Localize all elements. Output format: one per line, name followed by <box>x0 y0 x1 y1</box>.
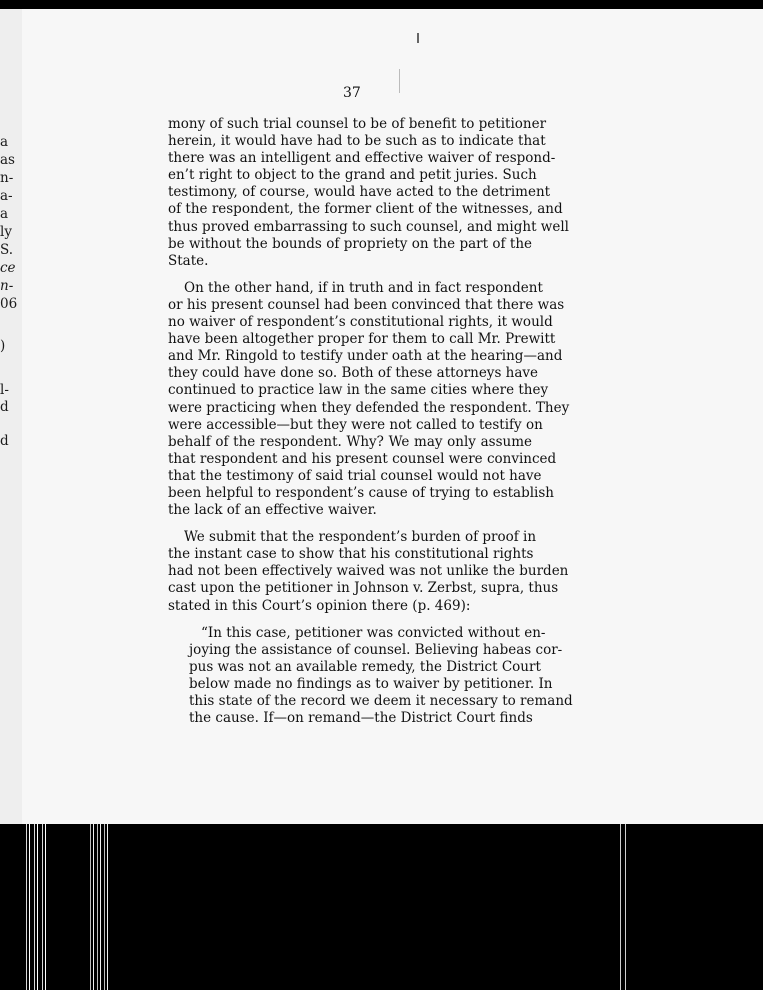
page-number: 37 <box>343 85 361 101</box>
text-line: have been altogether proper for them to call Mr. Prewitt <box>168 331 556 348</box>
text-line: State. <box>168 252 209 269</box>
text-line: that respondent and his present counsel were convinced <box>168 450 557 467</box>
text-line: continued to practice law in the same cities where they <box>168 382 549 399</box>
text-line: behalf of the respondent. Why? We may only assume <box>168 433 532 450</box>
facing-page-fragment: a <box>0 134 9 150</box>
text-line: thus proved embarrassing to such counsel, and might well <box>168 218 569 235</box>
text-line: testimony, of course, would have acted to the detriment <box>168 184 551 201</box>
facing-page-fragment: n- <box>0 278 14 294</box>
text-line: the instant case to show that his constitutional rights <box>168 546 534 563</box>
text-line: and Mr. Ringold to testify under oath at the hearing—and <box>168 348 563 365</box>
facing-page-fragment: as <box>0 152 15 168</box>
facing-page-fragment: a <box>0 206 9 222</box>
text-line: be without the bounds of propriety on the part of the <box>168 235 532 252</box>
paragraph-3 <box>168 529 569 614</box>
facing-page-fragment: n- <box>0 170 14 186</box>
text-line: there was an intelligent and effective waiver of respond- <box>168 150 556 167</box>
text-line: herein, it would have had to be such as to indicate that <box>168 133 546 150</box>
scan-top-border <box>0 0 763 9</box>
body-text <box>168 116 573 727</box>
facing-page-fragment: ce <box>0 260 16 276</box>
quote-line: below made no findings as to waiver by petitioner. In <box>189 675 553 692</box>
quote-line: pus was not an available remedy, the District Court <box>189 658 541 675</box>
text-line: that the testimony of said trial counsel would not have <box>168 467 542 484</box>
scan-speck <box>417 33 419 43</box>
quote-line: joying the assistance of counsel. Believing habeas cor- <box>189 641 563 658</box>
quote-line: “In this case, petitioner was convicted without en- <box>201 624 546 641</box>
text-line: had not been effectively waived was not unlike the burden <box>168 563 569 580</box>
text-line: were practicing when they defended the respondent. They <box>168 399 570 416</box>
text-line: been helpful to respondent’s cause of trying to establish <box>168 484 555 501</box>
facing-page-fragment: a- <box>0 188 13 204</box>
text-line: were accessible—but they were not called to testify on <box>168 416 543 433</box>
block-quote <box>189 624 573 728</box>
scan-artifact-streak <box>618 824 628 990</box>
facing-page-fragment: d <box>0 399 9 415</box>
scan-artifact-streak <box>24 824 50 990</box>
facing-page-fragment: ) <box>0 338 6 354</box>
text-line: stated in this Court’s opinion there (p. 469): <box>168 597 471 614</box>
text-line: mony of such trial counsel to be of benefit to petitioner <box>168 116 547 132</box>
facing-page-edge <box>0 9 22 824</box>
text-line: of the respondent, the former client of the witnesses, and <box>168 201 563 218</box>
paragraph-1 <box>168 116 569 270</box>
scan-speck <box>399 69 400 93</box>
facing-page-fragment: 06 <box>0 296 18 312</box>
text-line: the lack of an effective waiver. <box>168 502 377 519</box>
scan-bottom-border <box>0 824 763 990</box>
facing-page-fragment: l- <box>0 382 9 398</box>
text-line: We submit that the respondent’s burden of proof in <box>184 529 537 546</box>
facing-page-fragment: ly <box>0 224 12 240</box>
paragraph-2 <box>168 279 570 519</box>
scan-artifact-streak <box>87 824 109 990</box>
quote-line: this state of the record we deem it necessary to remand <box>189 693 573 709</box>
quote-line: the cause. If—on remand—the District Court finds <box>189 710 533 727</box>
text-line: en’t right to object to the grand and petit juries. Such <box>168 167 537 184</box>
text-line: they could have done so. Both of these attorneys have <box>168 365 539 382</box>
text-line: or his present counsel had been convinced that there was <box>168 296 565 313</box>
facing-page-fragment: d <box>0 433 9 449</box>
text-line: cast upon the petitioner in Johnson v. Zerbst, supra, thus <box>168 580 559 597</box>
text-line: no waiver of respondent’s constitutional rights, it would <box>168 314 553 331</box>
facing-page-fragment: S. <box>0 242 14 258</box>
text-line: On the other hand, if in truth and in fact respondent <box>184 279 543 296</box>
